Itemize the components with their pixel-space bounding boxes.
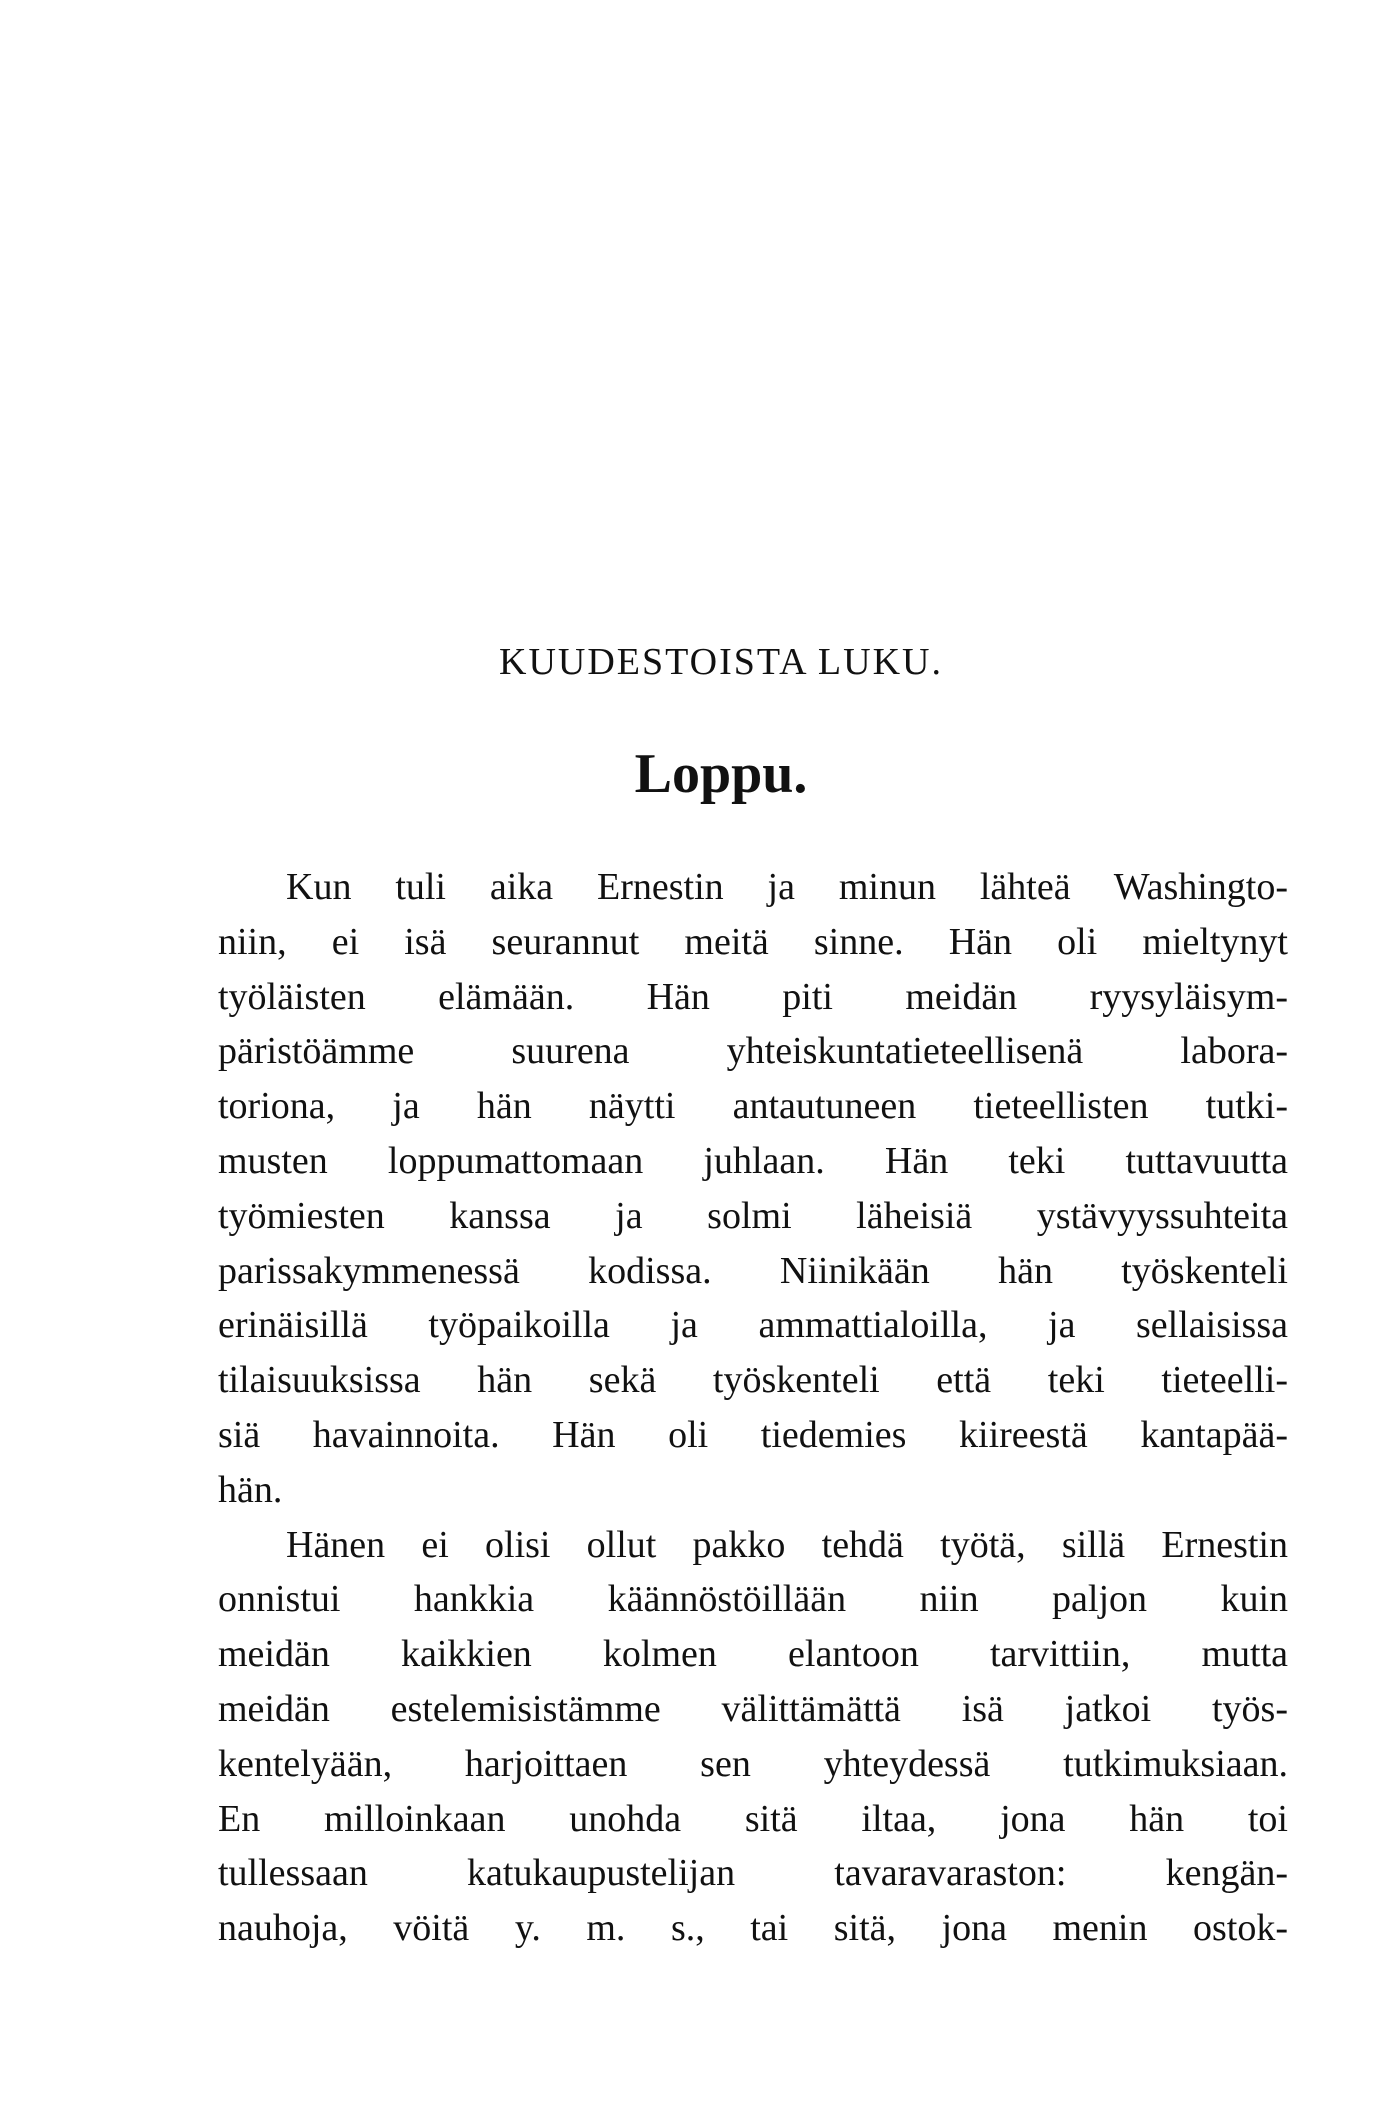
paragraph-1 [218, 860, 1288, 1518]
text-line: Kun tuli aika Ernestin ja minun lähteä Washingto- [286, 866, 1288, 908]
text-line: siä havainnoita. Hän oli tiedemies kiireestä kantapää- [218, 1413, 1288, 1456]
text-line: meidän estelemisistämme välittämättä isä jatkoi työs- [218, 1687, 1288, 1730]
text-line: tilaisuuksissa hän sekä työskenteli että teki tieteelli- [218, 1359, 1288, 1402]
text-line: kentelyään, harjoittaen sen yhteydessä tutkimuksiaan. [218, 1742, 1288, 1785]
chapter-title: Loppu. [634, 743, 808, 805]
text-line: toriona, ja hän näytti antautuneen tieteellisten tutki- [218, 1085, 1288, 1128]
text-line: En milloinkaan unohda sitä iltaa, jona hän toi [218, 1797, 1288, 1840]
text-line: musten loppumattomaan juhlaan. Hän teki tuttavuutta [218, 1139, 1288, 1182]
body-text [218, 860, 1288, 1956]
text-line: nauhoja, vöitä y. m. s., tai sitä, jona menin ostok- [218, 1907, 1288, 1950]
text-line: Hänen ei olisi ollut pakko tehdä työtä, sillä Ernestin [286, 1523, 1288, 1566]
text-line: tullessaan katukaupustelijan tavaravaraston: kengän- [218, 1852, 1288, 1895]
text-line: työmiesten kanssa ja solmi läheisiä ystävyyssuhteita [218, 1194, 1288, 1237]
paragraph-2 [218, 1518, 1288, 1956]
text-line: päristöämme suurena yhteiskuntatieteellisenä labora- [218, 1030, 1288, 1073]
text-line: parissakymmenessä kodissa. Niinikään hän työskenteli [218, 1249, 1288, 1292]
text-line: hän. [218, 1468, 283, 1511]
chapter-heading: KUUDESTOISTA LUKU. [499, 641, 943, 683]
text-line: onnistui hankkia käännöstöillään niin paljon kuin [218, 1578, 1288, 1621]
text-line: työläisten elämään. Hän piti meidän ryysyläisym- [218, 975, 1288, 1018]
text-line: niin, ei isä seurannut meitä sinne. Hän oli mieltynyt [218, 920, 1288, 963]
text-line: erinäisillä työpaikoilla ja ammattialoilla, ja sellaisissa [218, 1304, 1288, 1347]
text-line: meidän kaikkien kolmen elantoon tarvittiin, mutta [218, 1633, 1288, 1676]
